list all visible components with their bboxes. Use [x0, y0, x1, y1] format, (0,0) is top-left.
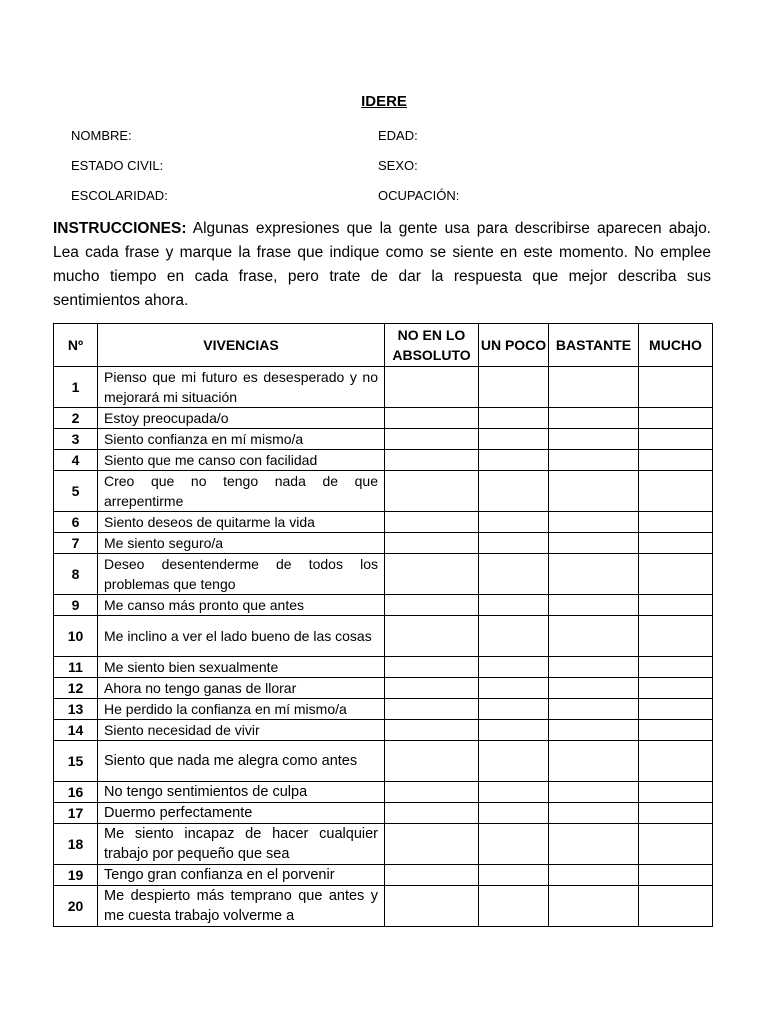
- row-text: Me siento bien sexualmente: [98, 657, 385, 678]
- answer-mucho[interactable]: [639, 429, 713, 450]
- row-text: Estoy preocupada/o: [98, 408, 385, 429]
- answer-un-poco[interactable]: [479, 741, 549, 782]
- row-number: 6: [54, 512, 98, 533]
- answer-un-poco[interactable]: [479, 782, 549, 803]
- table-row: [54, 367, 713, 408]
- answer-bastante[interactable]: [549, 782, 639, 803]
- answer-un-poco[interactable]: [479, 533, 549, 554]
- answer-un-poco[interactable]: [479, 886, 549, 927]
- answer-bastante[interactable]: [549, 886, 639, 927]
- row-text: Siento confianza en mí mismo/a: [98, 429, 385, 450]
- answer-no-en-lo-absoluto[interactable]: [385, 741, 479, 782]
- header-num: Nº: [54, 324, 98, 367]
- answer-no-en-lo-absoluto[interactable]: [385, 886, 479, 927]
- header-bastante: BASTANTE: [549, 324, 639, 367]
- header-mucho: MUCHO: [639, 324, 713, 367]
- table-row: [54, 865, 713, 886]
- table-row: [54, 741, 713, 782]
- edad-field: EDAD:: [378, 128, 418, 143]
- table-row: [54, 657, 713, 678]
- answer-no-en-lo-absoluto[interactable]: [385, 657, 479, 678]
- row-number: 20: [54, 886, 98, 927]
- answer-no-en-lo-absoluto[interactable]: [385, 450, 479, 471]
- answer-no-en-lo-absoluto[interactable]: [385, 616, 479, 657]
- answer-un-poco[interactable]: [479, 450, 549, 471]
- row-number: 2: [54, 408, 98, 429]
- row-text: Me siento incapaz de hacer cualquier trabajo por pequeño que sea: [98, 824, 385, 865]
- row-text: Me canso más pronto que antes: [98, 595, 385, 616]
- row-text: Duermo perfectamente: [98, 803, 385, 824]
- row-text: Me siento seguro/a: [98, 533, 385, 554]
- answer-un-poco[interactable]: [479, 616, 549, 657]
- answer-mucho[interactable]: [639, 512, 713, 533]
- answer-mucho[interactable]: [639, 678, 713, 699]
- answer-bastante[interactable]: [549, 865, 639, 886]
- page-title: IDERE: [361, 93, 407, 110]
- row-number: 7: [54, 533, 98, 554]
- table-row: [54, 429, 713, 450]
- row-number: 16: [54, 782, 98, 803]
- answer-mucho[interactable]: [639, 408, 713, 429]
- answer-bastante[interactable]: [549, 595, 639, 616]
- row-number: 8: [54, 554, 98, 595]
- table-row: [54, 678, 713, 699]
- escolaridad-field: ESCOLARIDAD:: [71, 188, 168, 203]
- answer-bastante[interactable]: [549, 512, 639, 533]
- answer-mucho[interactable]: [639, 782, 713, 803]
- answer-mucho[interactable]: [639, 471, 713, 512]
- answer-no-en-lo-absoluto[interactable]: [385, 678, 479, 699]
- answer-bastante[interactable]: [549, 429, 639, 450]
- answer-bastante[interactable]: [549, 533, 639, 554]
- row-number: 12: [54, 678, 98, 699]
- answer-un-poco[interactable]: [479, 367, 549, 408]
- row-number: 10: [54, 616, 98, 657]
- header-vivencias: VIVENCIAS: [98, 324, 385, 367]
- table-row: [54, 554, 713, 595]
- answer-mucho[interactable]: [639, 657, 713, 678]
- answer-mucho[interactable]: [639, 699, 713, 720]
- row-text: Siento necesidad de vivir: [98, 720, 385, 741]
- estado-civil-field: ESTADO CIVIL:: [71, 158, 164, 173]
- row-text: Deseo desentenderme de todos los problemas que tengo: [98, 554, 385, 595]
- table-row: [54, 886, 713, 927]
- answer-no-en-lo-absoluto[interactable]: [385, 803, 479, 824]
- table-row: [54, 408, 713, 429]
- answer-bastante[interactable]: [549, 699, 639, 720]
- answer-un-poco[interactable]: [479, 408, 549, 429]
- table-row: [54, 512, 713, 533]
- answer-mucho[interactable]: [639, 595, 713, 616]
- table-row: [54, 533, 713, 554]
- answer-bastante[interactable]: [549, 741, 639, 782]
- row-text: He perdido la confianza en mí mismo/a: [98, 699, 385, 720]
- answer-mucho[interactable]: [639, 616, 713, 657]
- row-number: 4: [54, 450, 98, 471]
- answer-bastante[interactable]: [549, 554, 639, 595]
- answer-un-poco[interactable]: [479, 429, 549, 450]
- row-text: Siento deseos de quitarme la vida: [98, 512, 385, 533]
- row-number: 5: [54, 471, 98, 512]
- answer-mucho[interactable]: [639, 886, 713, 927]
- row-text: Pienso que mi futuro es desesperado y no mejorará mi situación: [98, 367, 385, 408]
- answer-un-poco[interactable]: [479, 678, 549, 699]
- instructions-text: Algunas expresiones que la gente usa para describirse aparecen abajo. Lea cada frase y marque la frase que indique como se siente en este momento. No emplee mucho tiempo en cada frase, pero trate de dar la respuesta que mejor describa sus sentimientos ahora.: [53, 220, 711, 309]
- row-number: 3: [54, 429, 98, 450]
- row-text: Me despierto más temprano que antes y me cuesta trabajo volverme a: [98, 886, 385, 927]
- answer-mucho[interactable]: [639, 533, 713, 554]
- answer-un-poco[interactable]: [479, 865, 549, 886]
- answer-bastante[interactable]: [549, 720, 639, 741]
- answer-un-poco[interactable]: [479, 554, 549, 595]
- answer-bastante[interactable]: [549, 367, 639, 408]
- row-text: Ahora no tengo ganas de llorar: [98, 678, 385, 699]
- instructions-label: INSTRUCCIONES:: [53, 220, 187, 237]
- answer-un-poco[interactable]: [479, 803, 549, 824]
- answer-un-poco[interactable]: [479, 512, 549, 533]
- table-row: [54, 595, 713, 616]
- row-number: 14: [54, 720, 98, 741]
- answer-no-en-lo-absoluto[interactable]: [385, 471, 479, 512]
- answer-bastante[interactable]: [549, 408, 639, 429]
- answer-mucho[interactable]: [639, 720, 713, 741]
- answer-un-poco[interactable]: [479, 595, 549, 616]
- answer-no-en-lo-absoluto[interactable]: [385, 533, 479, 554]
- header-un-poco: UN POCO: [479, 324, 549, 367]
- answer-mucho[interactable]: [639, 865, 713, 886]
- answer-mucho[interactable]: [639, 824, 713, 865]
- table-row: [54, 471, 713, 512]
- row-number: 1: [54, 367, 98, 408]
- answer-no-en-lo-absoluto[interactable]: [385, 720, 479, 741]
- answer-no-en-lo-absoluto[interactable]: [385, 512, 479, 533]
- answer-mucho[interactable]: [639, 554, 713, 595]
- answer-mucho[interactable]: [639, 741, 713, 782]
- ocupacion-field: OCUPACIÓN:: [378, 188, 460, 203]
- row-text: Tengo gran confianza en el porvenir: [98, 865, 385, 886]
- answer-no-en-lo-absoluto[interactable]: [385, 699, 479, 720]
- table-row: [54, 720, 713, 741]
- instructions: [53, 217, 711, 313]
- table-row: [54, 824, 713, 865]
- table-header-row: [54, 324, 713, 367]
- answer-un-poco[interactable]: [479, 657, 549, 678]
- answer-bastante[interactable]: [549, 824, 639, 865]
- answer-un-poco[interactable]: [479, 720, 549, 741]
- answer-mucho[interactable]: [639, 450, 713, 471]
- answer-no-en-lo-absoluto[interactable]: [385, 824, 479, 865]
- answer-no-en-lo-absoluto[interactable]: [385, 408, 479, 429]
- answer-bastante[interactable]: [549, 450, 639, 471]
- row-text: Creo que no tengo nada de que arrepentirme: [98, 471, 385, 512]
- row-text: Siento que me canso con facilidad: [98, 450, 385, 471]
- answer-bastante[interactable]: [549, 678, 639, 699]
- answer-bastante[interactable]: [549, 616, 639, 657]
- answer-bastante[interactable]: [549, 471, 639, 512]
- answer-no-en-lo-absoluto[interactable]: [385, 595, 479, 616]
- answer-mucho[interactable]: [639, 367, 713, 408]
- answer-no-en-lo-absoluto[interactable]: [385, 554, 479, 595]
- table-row: [54, 616, 713, 657]
- answer-un-poco[interactable]: [479, 471, 549, 512]
- answer-no-en-lo-absoluto[interactable]: [385, 782, 479, 803]
- table-row: [54, 699, 713, 720]
- sexo-field: SEXO:: [378, 158, 418, 173]
- row-number: 17: [54, 803, 98, 824]
- row-number: 18: [54, 824, 98, 865]
- answer-mucho[interactable]: [639, 803, 713, 824]
- table-row: [54, 803, 713, 824]
- answer-no-en-lo-absoluto[interactable]: [385, 865, 479, 886]
- row-number: 13: [54, 699, 98, 720]
- answer-bastante[interactable]: [549, 657, 639, 678]
- row-number: 15: [54, 741, 98, 782]
- answer-un-poco[interactable]: [479, 699, 549, 720]
- answer-bastante[interactable]: [549, 803, 639, 824]
- row-text: Siento que nada me alegra como antes: [98, 741, 385, 782]
- answer-no-en-lo-absoluto[interactable]: [385, 367, 479, 408]
- table-row: [54, 782, 713, 803]
- table-row: [54, 450, 713, 471]
- row-number: 11: [54, 657, 98, 678]
- row-number: 19: [54, 865, 98, 886]
- row-text: Me inclino a ver el lado bueno de las cosas: [98, 616, 385, 657]
- answer-un-poco[interactable]: [479, 824, 549, 865]
- nombre-field: NOMBRE:: [71, 128, 132, 143]
- row-number: 9: [54, 595, 98, 616]
- row-text: No tengo sentimientos de culpa: [98, 782, 385, 803]
- questionnaire-table: [53, 323, 713, 927]
- answer-no-en-lo-absoluto[interactable]: [385, 429, 479, 450]
- header-no-en-lo-absoluto: NO EN LO ABSOLUTO: [385, 324, 479, 367]
